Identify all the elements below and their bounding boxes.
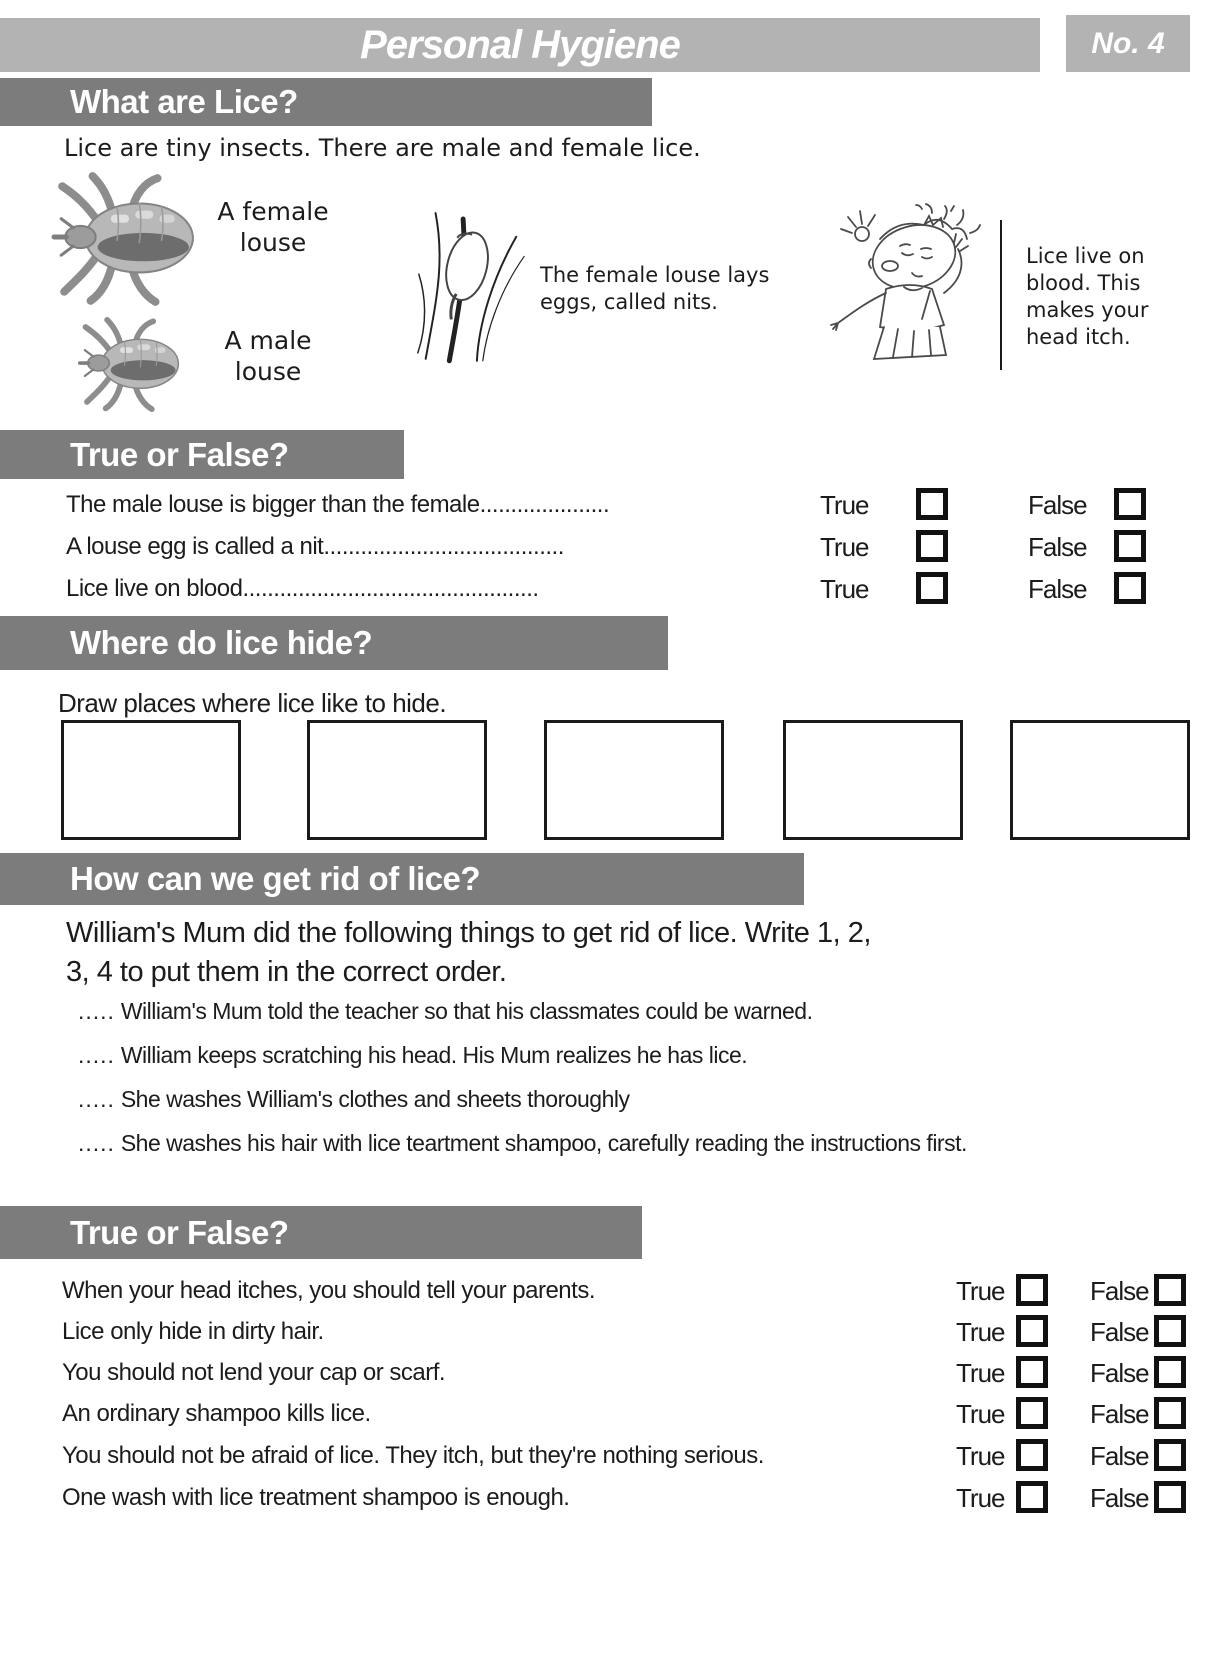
page-number-badge	[1066, 15, 1190, 72]
rid-intro-line-1: William's Mum did the following things to get rid of lice. Write 1, 2,	[66, 917, 871, 949]
step-text: She washes William's clothes and sheets thoroughly	[120, 1086, 630, 1112]
step-text: William's Mum told the teacher so that his classmates could be warned.	[120, 998, 813, 1024]
rid-intro-paragraph	[66, 914, 871, 991]
step-number-blank[interactable]: .....	[78, 998, 115, 1024]
tf1-row1-false-checkbox[interactable]	[1114, 488, 1146, 520]
tf2-row-4	[0, 1397, 1227, 1433]
step-number-blank[interactable]: .....	[78, 1086, 115, 1112]
blood-caption: Lice live on blood. This makes your head itch.	[1026, 244, 1149, 349]
tf1-row-2	[0, 530, 1227, 566]
tf2-row6-true-checkbox[interactable]	[1016, 1481, 1048, 1513]
section-heading-where-lice-hide: Where do lice hide?	[0, 616, 668, 670]
ordering-step-2	[78, 1042, 747, 1069]
male-louse-label: A male louse	[224, 326, 312, 387]
tf1-row-1	[0, 488, 1227, 524]
tf2-row4-false-checkbox[interactable]	[1154, 1397, 1186, 1429]
true-label: True	[820, 574, 869, 604]
tf2-row5-false-checkbox[interactable]	[1154, 1439, 1186, 1471]
tf2-row-2	[0, 1315, 1227, 1351]
tf2-row1-true-checkbox[interactable]	[1016, 1274, 1048, 1306]
step-number-blank[interactable]: .....	[78, 1042, 115, 1068]
male-louse-illustration	[74, 314, 182, 415]
intro-text: Lice are tiny insects. There are male and female lice.	[64, 134, 701, 162]
tf2-row1-false-checkbox[interactable]	[1154, 1274, 1186, 1306]
false-label: False	[1028, 490, 1087, 520]
tf2-row-6	[0, 1481, 1227, 1517]
vertical-divider-line	[1000, 220, 1002, 370]
nit-caption: The female louse lays eggs, called nits.	[540, 263, 770, 314]
true-label: True	[956, 1441, 1005, 1471]
female-louse-illustration	[46, 168, 198, 310]
tf2-row5-true-checkbox[interactable]	[1016, 1439, 1048, 1471]
draw-box-1[interactable]	[61, 720, 241, 840]
ordering-step-3	[78, 1086, 630, 1113]
section-heading-true-false-2: True or False?	[0, 1206, 642, 1259]
section-heading-get-rid-of-lice: How can we get rid of lice?	[0, 853, 804, 905]
rid-intro-line-2: 3, 4 to put them in the correct order.	[66, 955, 507, 988]
tf2-row-1	[0, 1274, 1227, 1310]
draw-instruction: Draw places where lice like to hide.	[58, 688, 447, 718]
false-label: False	[1090, 1276, 1149, 1306]
tf-statement: The male louse is bigger than the female.....................	[66, 491, 610, 518]
true-label: True	[820, 490, 869, 520]
draw-box-3[interactable]	[544, 720, 724, 840]
draw-box-4[interactable]	[783, 720, 963, 840]
step-text: She washes his hair with lice teartment shampoo, carefully reading the instructions first.	[120, 1130, 967, 1156]
tf1-row2-true-checkbox[interactable]	[916, 530, 948, 562]
tf1-row3-true-checkbox[interactable]	[916, 572, 948, 604]
tf-statement: Lice live on blood................................................	[66, 575, 539, 602]
true-label: True	[956, 1399, 1005, 1429]
false-label: False	[1090, 1483, 1149, 1513]
tf-statement: One wash with lice treatment shampoo is enough.	[62, 1484, 570, 1511]
tf2-row3-true-checkbox[interactable]	[1016, 1356, 1048, 1388]
tf2-row3-false-checkbox[interactable]	[1154, 1356, 1186, 1388]
tf2-row-3	[0, 1356, 1227, 1392]
false-label: False	[1090, 1399, 1149, 1429]
false-label: False	[1090, 1358, 1149, 1388]
page-number: No. 4	[1091, 26, 1165, 60]
tf1-row-3	[0, 572, 1227, 608]
draw-box-5[interactable]	[1010, 720, 1190, 840]
tf-statement: An ordinary shampoo kills lice.	[62, 1400, 371, 1427]
section-heading-what-are-lice: What are Lice?	[0, 78, 652, 126]
step-text: William keeps scratching his head. His Mum realizes he has lice.	[120, 1042, 748, 1068]
tf-statement: You should not be afraid of lice. They itch, but they're nothing serious.	[62, 1442, 764, 1469]
tf1-row1-true-checkbox[interactable]	[916, 488, 948, 520]
tf-statement: A louse egg is called a nit.......................................	[66, 533, 564, 560]
false-label: False	[1090, 1317, 1149, 1347]
tf2-row-5	[0, 1439, 1227, 1475]
false-label: False	[1090, 1441, 1149, 1471]
tf1-row2-false-checkbox[interactable]	[1114, 530, 1146, 562]
section-heading-true-false-1: True or False?	[0, 430, 404, 479]
draw-box-2[interactable]	[307, 720, 487, 840]
tf2-row6-false-checkbox[interactable]	[1154, 1481, 1186, 1513]
ordering-step-4	[78, 1130, 967, 1157]
tf2-row4-true-checkbox[interactable]	[1016, 1397, 1048, 1429]
tf2-row2-false-checkbox[interactable]	[1154, 1315, 1186, 1347]
false-label: False	[1028, 532, 1087, 562]
nit-on-hair-illustration	[406, 203, 534, 365]
tf2-row2-true-checkbox[interactable]	[1016, 1315, 1048, 1347]
ordering-step-1	[78, 998, 813, 1025]
false-label: False	[1028, 574, 1087, 604]
step-number-blank[interactable]: .....	[78, 1130, 115, 1156]
female-louse-label: A female louse	[217, 197, 329, 258]
tf-statement: You should not lend your cap or scarf.	[62, 1359, 446, 1386]
tf1-row3-false-checkbox[interactable]	[1114, 572, 1146, 604]
true-label: True	[956, 1358, 1005, 1388]
true-label: True	[956, 1276, 1005, 1306]
page-title: Personal Hygiene	[360, 22, 680, 67]
true-label: True	[820, 532, 869, 562]
tf-statement: Lice only hide in dirty hair.	[62, 1318, 324, 1345]
header-bar	[0, 18, 1040, 72]
girl-scratching-head-illustration	[826, 203, 998, 371]
true-label: True	[956, 1317, 1005, 1347]
tf-statement: When your head itches, you should tell your parents.	[62, 1277, 595, 1304]
true-label: True	[956, 1483, 1005, 1513]
